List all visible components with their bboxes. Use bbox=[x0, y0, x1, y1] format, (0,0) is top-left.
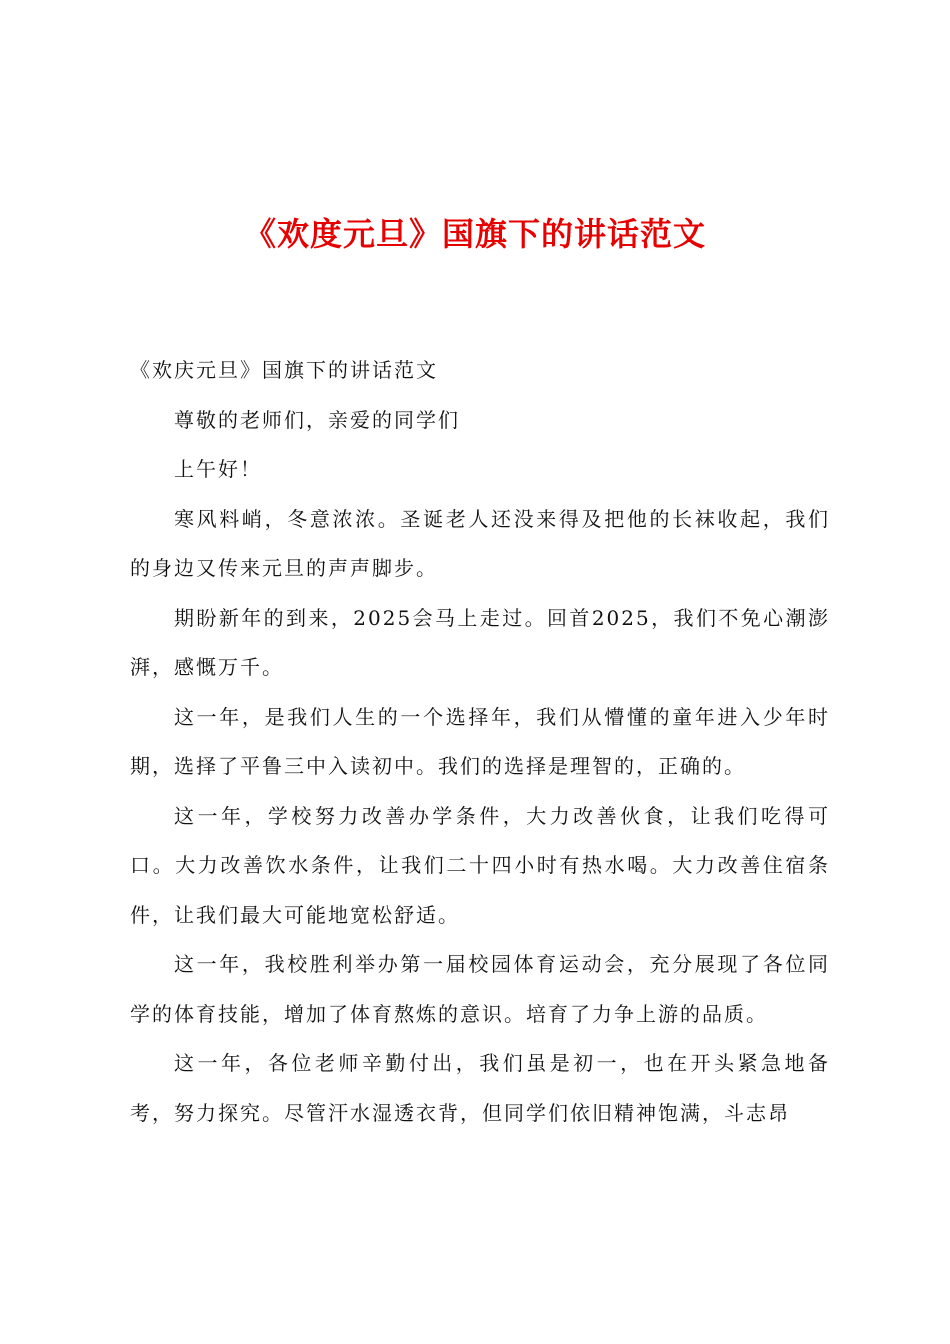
paragraph-greeting: 尊敬的老师们，亲爱的同学们 bbox=[174, 407, 460, 432]
paragraph-3: 这一年，是我们人生的一个选择年，我们从懵懂的童年进入少年时期，选择了平鲁三中入读初中。我们的选择是理智的，正确的。 bbox=[130, 704, 830, 778]
document-title: 《欢度元旦》国旗下的讲话范文 bbox=[243, 215, 706, 253]
paragraph-salutation: 上午好！ bbox=[174, 457, 262, 481]
paragraph-4: 这一年，学校努力改善办学条件，大力改善伙食，让我们吃得可口。大力改善饮水条件，让我们二十四小时有热水喝。大力改善住宿条件，让我们最大可能地宽松舒适。 bbox=[130, 803, 830, 927]
document-subtitle: 《欢庆元旦》国旗下的讲话范文 bbox=[130, 358, 438, 382]
paragraph-5: 这一年，我校胜利举办第一届校园体育运动会，充分展现了各位同学的体育技能，增加了体育熬炼的意识。培育了力争上游的品质。 bbox=[130, 952, 830, 1026]
paragraph-1: 寒风料峭，冬意浓浓。圣诞老人还没来得及把他的长袜收起，我们的身边又传来元旦的声声脚步。 bbox=[130, 506, 830, 580]
document-body bbox=[130, 346, 830, 1138]
paragraph-6: 这一年，各位老师辛勤付出，我们虽是初一，也在开头紧急地备考，努力探究。尽管汗水湿透衣背，但同学们依旧精神饱满，斗志昂 bbox=[130, 1051, 830, 1125]
paragraph-2: 期盼新年的到来，2025会马上走过。回首2025，我们不免心潮澎湃，感慨万千。 bbox=[130, 605, 830, 679]
